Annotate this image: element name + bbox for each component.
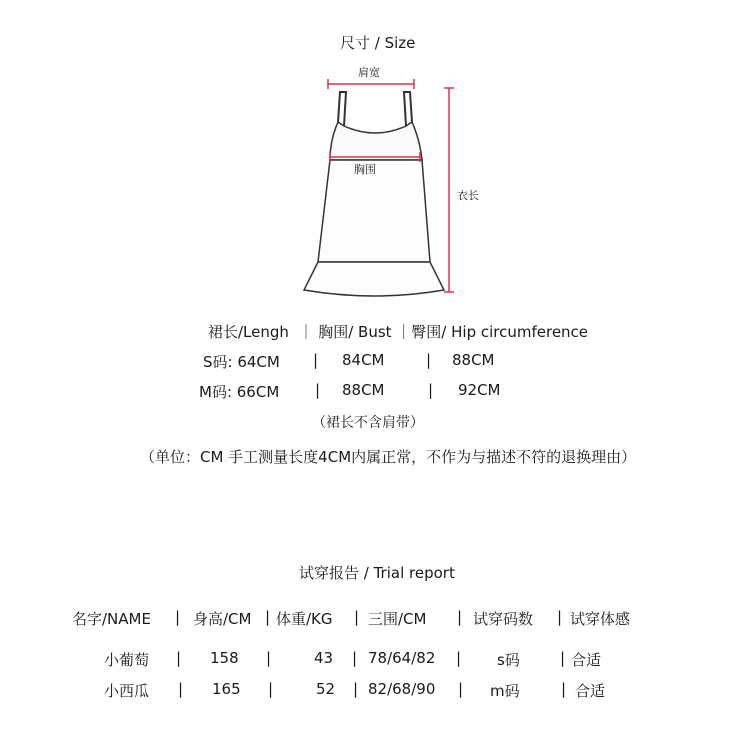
- col-name: 名字/NAME: [72, 610, 151, 628]
- size-row-divider: |: [428, 381, 434, 399]
- row-fit: 合适: [575, 682, 606, 700]
- row-height: 158: [210, 649, 239, 667]
- dress-hem: [304, 262, 444, 296]
- size-row-divider: |: [426, 351, 432, 369]
- row-size: s码: [497, 651, 520, 669]
- left-strap: [338, 92, 346, 126]
- row-divider: |: [352, 649, 358, 667]
- row-divider: |: [458, 680, 464, 698]
- row-divider: |: [353, 680, 359, 698]
- col-height: 身高/CM: [193, 610, 252, 628]
- row-measurements: 82/68/90: [368, 680, 436, 698]
- header-divider: |: [557, 608, 563, 626]
- row-fit: 合适: [571, 651, 602, 669]
- row-weight: 43: [314, 649, 334, 667]
- row-divider: |: [268, 680, 274, 698]
- size-row-bust: 84CM: [342, 351, 385, 369]
- header-divider: |: [354, 608, 360, 626]
- row-divider: |: [561, 680, 567, 698]
- size-row-length: M码: 66CM: [199, 383, 280, 401]
- size-title: 尺寸 / Size: [340, 34, 416, 52]
- header-divider: |: [457, 608, 463, 626]
- col-weight: 体重/KG: [276, 610, 333, 628]
- row-divider: |: [176, 649, 182, 667]
- row-weight: 52: [316, 680, 336, 698]
- dress-bodice: [330, 122, 422, 160]
- row-name: 小西瓜: [104, 682, 150, 700]
- row-name: 小葡萄: [104, 651, 150, 669]
- size-row-divider: |: [315, 381, 321, 399]
- col-size: 试穿码数: [473, 610, 534, 628]
- shoulder-label: 肩宽: [358, 66, 380, 79]
- measurement-disclaimer: （单位：CM 手工测量长度4CM内属正常，不作为与描述不符的退换理由）: [140, 448, 637, 466]
- right-strap: [404, 92, 412, 126]
- row-size: m码: [490, 682, 520, 700]
- size-chart-header: 裙长/Lengh ｜ 胸围/ Bust ｜臀围/ Hip circumference: [208, 323, 589, 341]
- row-divider: |: [266, 649, 272, 667]
- row-divider: |: [456, 649, 462, 667]
- size-row-length: S码: 64CM: [203, 353, 280, 371]
- row-height: 165: [212, 680, 241, 698]
- header-divider: |: [265, 608, 271, 626]
- row-divider: |: [560, 649, 566, 667]
- col-measurements: 三围/CM: [368, 610, 427, 628]
- bust-label: 胸围: [354, 163, 376, 176]
- size-row-hip: 92CM: [458, 381, 501, 399]
- size-row-hip: 88CM: [452, 351, 495, 369]
- col-fit: 试穿体感: [570, 610, 631, 628]
- length-note: （裙长不含肩带）: [312, 415, 424, 431]
- trial-title: 试穿报告 / Trial report: [299, 564, 455, 582]
- size-row-divider: |: [313, 351, 319, 369]
- row-measurements: 78/64/82: [368, 649, 436, 667]
- header-divider: |: [175, 608, 181, 626]
- length-label: 衣长: [457, 189, 479, 202]
- size-row-bust: 88CM: [342, 381, 385, 399]
- row-divider: |: [178, 680, 184, 698]
